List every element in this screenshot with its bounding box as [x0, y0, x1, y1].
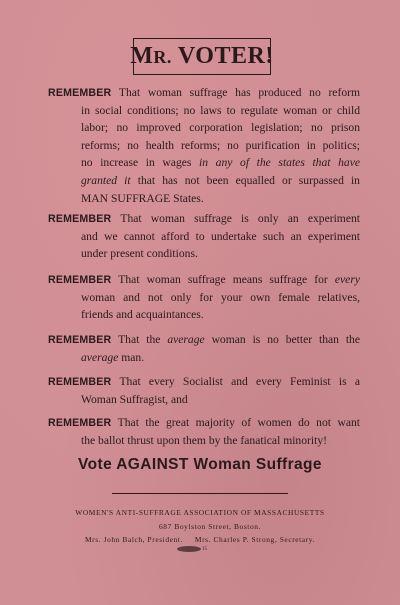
text-span: man. — [121, 350, 145, 364]
text-span: Woman Suffragist, and — [81, 392, 188, 406]
paragraph-line — [48, 331, 360, 349]
paragraph-line — [48, 228, 360, 246]
italic-text: average — [167, 333, 205, 346]
paragraph-line — [48, 289, 360, 307]
union-label-icon — [172, 543, 212, 555]
paragraph-line — [48, 349, 360, 367]
remember-keyword: REMEMBER — [48, 417, 112, 429]
text-span: reforms; no health reforms; no purification in politics; — [81, 138, 360, 152]
text-span: the ballot thrust upon them by the fanatical minority! — [81, 433, 327, 447]
union-label-number: 15 — [202, 546, 207, 552]
paragraph-line — [48, 271, 360, 289]
paragraph-line — [48, 210, 360, 228]
text-span: under present conditions. — [81, 247, 198, 261]
paragraph-1 — [48, 84, 360, 207]
text-span: and we cannot afford to undertake such an experiment — [81, 229, 360, 243]
paragraph-line — [48, 190, 360, 208]
association-address: 687 Boylston Street, Boston. — [158, 522, 261, 531]
text-span: in social conditions; no laws to regulate woman or child — [81, 103, 360, 117]
paragraph-line — [48, 432, 360, 450]
text-span: That the great majority of women do not want — [117, 416, 360, 429]
president-text: Mrs. John Balch, President. — [85, 535, 183, 544]
text-span: that has not been equalled or surpassed in — [137, 173, 360, 187]
paragraph-line — [48, 137, 360, 155]
remember-keyword: REMEMBER — [48, 87, 112, 99]
paragraph-line — [48, 245, 360, 263]
paragraph-4 — [48, 331, 360, 366]
remember-keyword: REMEMBER — [48, 334, 112, 346]
paragraph-6 — [48, 414, 360, 449]
paragraph-line — [48, 154, 360, 172]
text-span: That woman suffrage is only an experiment — [120, 212, 360, 225]
paragraph-5 — [48, 373, 360, 408]
text-span: woman and not only for your own female relatives, — [81, 290, 360, 304]
paragraph-line — [48, 391, 360, 409]
title-text: MR. VOTER! — [130, 43, 274, 69]
paragraph-line — [48, 414, 360, 432]
remember-keyword: REMEMBER — [48, 213, 112, 225]
slogan-heading: Vote AGAINST Woman Suffrage — [78, 456, 322, 473]
paragraph-line — [48, 306, 360, 324]
union-bug-mark — [177, 546, 201, 552]
italic-text: every — [334, 273, 360, 286]
text-span: MAN SUFFRAGE States. — [81, 191, 204, 205]
page-title — [130, 43, 274, 70]
paragraph-line — [48, 84, 360, 102]
paragraph-2 — [48, 210, 360, 263]
text-span: That woman suffrage has produced no reform — [118, 86, 360, 99]
paragraph-line — [48, 102, 360, 120]
secretary-text: Mrs. Charles P. Strong, Secretary. — [194, 535, 315, 544]
paragraph-line — [48, 172, 360, 190]
paragraph-3 — [48, 271, 360, 324]
association-name: WOMEN'S ANTI-SUFFRAGE ASSOCIATION OF MASSACHUSETTS — [75, 508, 325, 517]
text-span: woman is no better than the — [211, 333, 361, 346]
text-span: friends and acquaintances. — [81, 308, 204, 322]
title-box — [130, 38, 274, 75]
text-span: no increase in wages — [81, 156, 192, 170]
text-span: That the — [118, 333, 161, 346]
remember-keyword: REMEMBER — [48, 376, 112, 388]
text-span: That every Socialist and every Feminist is a — [119, 375, 360, 388]
text-span: That woman suffrage means suffrage for — [118, 273, 328, 286]
italic-text: in any of the states that have — [199, 156, 360, 170]
paragraph-line — [48, 373, 360, 391]
italic-text: average — [81, 350, 119, 364]
divider-rule — [112, 493, 288, 494]
italic-text: granted it — [81, 173, 131, 187]
paragraph-line — [48, 119, 360, 137]
remember-keyword: REMEMBER — [48, 274, 112, 286]
text-span: labor; no improved corporation legislation; no prison — [81, 121, 360, 135]
